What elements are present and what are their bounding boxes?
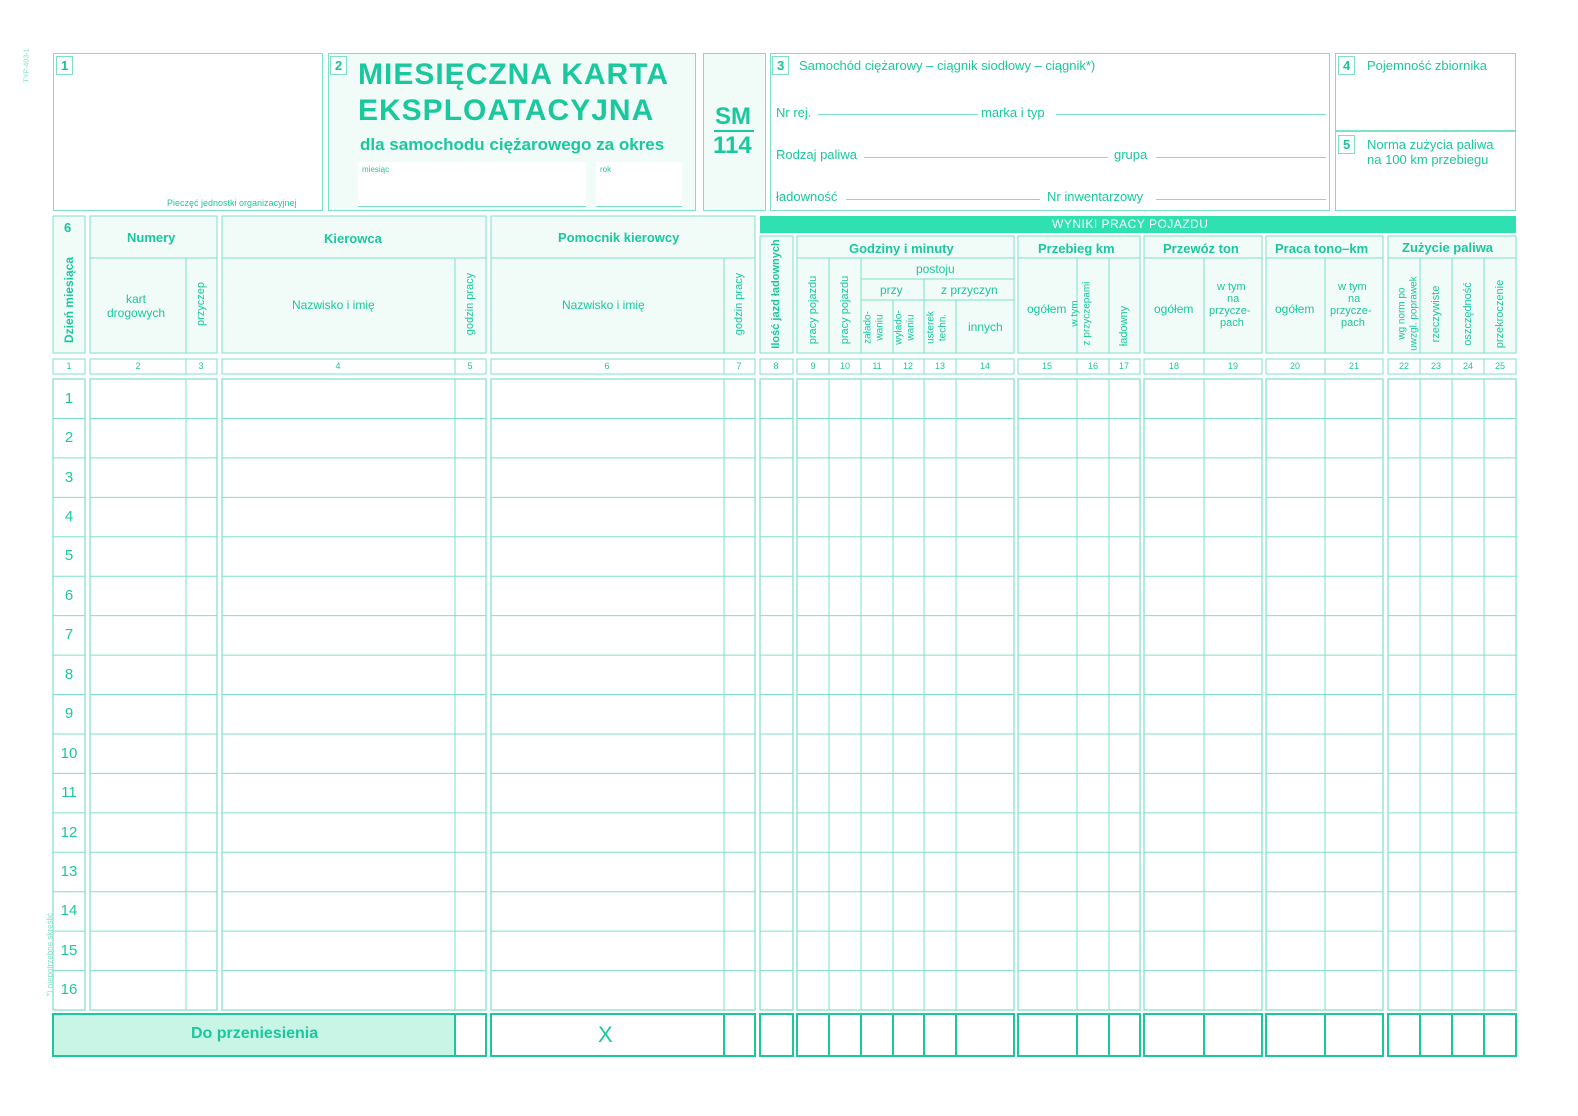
title-line2: EKSPLOATACYJNA bbox=[358, 94, 655, 127]
header-kart-1: kart bbox=[126, 292, 147, 306]
header-ladowny: ładowny bbox=[1118, 305, 1130, 347]
header-wyladowaniu-2: waniu bbox=[905, 314, 917, 341]
header-godziny: Godziny i minuty bbox=[849, 241, 954, 256]
footer-x-mark: X bbox=[598, 1022, 613, 1047]
column-number: 22 bbox=[1398, 361, 1409, 371]
day-number: 5 bbox=[64, 547, 74, 565]
header-zuzycie: Zużycie paliwa bbox=[1402, 240, 1494, 255]
header-przewoz-wtym-1: w tym bbox=[1217, 281, 1246, 293]
column-number: 11 bbox=[872, 361, 882, 371]
header-praca-wtym-1: w tym bbox=[1338, 281, 1367, 293]
day-number: 14 bbox=[60, 902, 78, 920]
sm-code-bottom: 114 bbox=[713, 132, 752, 159]
column-number: 21 bbox=[1348, 361, 1359, 371]
title-line1: MIESIĘCZNA KARTA bbox=[358, 58, 669, 91]
header-numery: Numery bbox=[127, 230, 176, 245]
column-number: 19 bbox=[1227, 361, 1238, 371]
section-3-number: 3 bbox=[772, 56, 789, 75]
norm-label-2: na 100 km przebiegu bbox=[1367, 152, 1489, 167]
column-number: 3 bbox=[198, 361, 204, 371]
column-number: 25 bbox=[1494, 361, 1505, 371]
column-number: 20 bbox=[1289, 361, 1300, 371]
day-number: 9 bbox=[64, 705, 74, 723]
vehicle-title: Samochód ciężarowy – ciągnik siodłowy – ciągnik*) bbox=[799, 58, 1096, 73]
section-4-number: 4 bbox=[1338, 56, 1355, 75]
section-2-number: 2 bbox=[330, 56, 347, 75]
header-pomocnik: Pomocnik kierowcy bbox=[558, 230, 680, 245]
header-praca: Praca tono–km bbox=[1275, 241, 1369, 256]
column-number: 17 bbox=[1118, 361, 1129, 371]
header-przewoz-wtym-2: na bbox=[1227, 293, 1240, 305]
header-zaladowaniu-1: załado- bbox=[862, 311, 874, 344]
sm-code-top: SM bbox=[715, 103, 751, 130]
ladownosc-label: ładowność bbox=[776, 189, 838, 204]
day-number: 10 bbox=[60, 744, 78, 762]
footer-label: Do przeniesienia bbox=[191, 1025, 319, 1042]
day-number: 1 bbox=[64, 389, 74, 407]
header-przebieg-wtym-2: z przyczepami bbox=[1081, 281, 1093, 346]
header-innych: innych bbox=[968, 320, 1003, 334]
header-praca-wtym-2: na bbox=[1348, 293, 1361, 305]
header-ilosc-jazd: Ilość jazd ładownych bbox=[770, 239, 782, 349]
year-label: rok bbox=[600, 165, 612, 174]
header-rzeczywiste: rzeczywiste bbox=[1430, 285, 1442, 343]
column-number: 10 bbox=[839, 361, 850, 371]
header-pracy-pojazdu-2: pracy pojazdu bbox=[839, 275, 851, 345]
day-number: 8 bbox=[64, 665, 74, 683]
day-number: 7 bbox=[64, 626, 74, 644]
header-usterek-1: usterek bbox=[925, 311, 937, 344]
header-dzien: Dzień miesiąca bbox=[62, 256, 76, 344]
header-przy: przy bbox=[880, 283, 903, 297]
norm-label-1: Norma zużycia paliwa bbox=[1367, 137, 1494, 152]
section-6-number: 6 bbox=[64, 220, 72, 235]
column-number: 2 bbox=[135, 361, 141, 371]
header-przewoz-wtym-4: pach bbox=[1220, 317, 1244, 329]
header-przebieg-ogolem: ogółem bbox=[1027, 302, 1067, 316]
nr-rej-label: Nr rej. bbox=[776, 105, 812, 120]
column-number: 14 bbox=[979, 361, 990, 371]
header-godzin-pomocnik: godzin pracy bbox=[733, 272, 745, 336]
month-label: miesiąc bbox=[362, 165, 390, 174]
header-postoju: postoju bbox=[916, 262, 955, 276]
subtitle: dla samochodu ciężarowego za okres bbox=[360, 135, 665, 154]
column-number: 13 bbox=[934, 361, 945, 371]
header-nazwisko-pomocnik: Nazwisko i imię bbox=[562, 298, 645, 312]
header-przebieg: Przebieg km bbox=[1038, 241, 1115, 256]
column-number: 1 bbox=[66, 361, 72, 371]
header-pracy-pojazdu-1: pracy pojazdu bbox=[807, 275, 819, 345]
column-number: 12 bbox=[902, 361, 913, 371]
header-przyczep: przyczep bbox=[195, 281, 207, 327]
header-przewoz: Przewóz ton bbox=[1163, 241, 1239, 256]
header-usterek-2: techn. bbox=[937, 313, 949, 342]
header-praca-wtym-4: pach bbox=[1341, 317, 1365, 329]
tank-label: Pojemność zbiornika bbox=[1367, 58, 1487, 73]
day-number: 11 bbox=[61, 784, 77, 802]
header-z-przyczyn: z przyczyn bbox=[941, 283, 998, 297]
wyniki-header: WYNIKI PRACY POJAZDU bbox=[1052, 217, 1209, 231]
section-1-number: 1 bbox=[56, 56, 73, 75]
stamp-label: Pieczęć jednostki organizacyjnej bbox=[167, 198, 297, 208]
column-number: 16 bbox=[1087, 361, 1098, 371]
header-przewoz-ogolem: ogółem bbox=[1154, 302, 1194, 316]
section-5-number: 5 bbox=[1338, 135, 1355, 154]
day-number: 15 bbox=[60, 941, 78, 959]
grupa-label: grupa bbox=[1114, 147, 1148, 162]
column-number: 5 bbox=[467, 361, 473, 371]
column-number: 6 bbox=[604, 361, 610, 371]
column-number: 24 bbox=[1462, 361, 1473, 371]
header-zaladowaniu-2: waniu bbox=[874, 314, 886, 341]
column-number: 9 bbox=[810, 361, 816, 371]
day-number: 6 bbox=[64, 586, 74, 604]
header-nazwisko-kierowca: Nazwisko i imię bbox=[292, 298, 375, 312]
side-note: *) niepotrzebne skreślić bbox=[45, 912, 55, 997]
header-wg-norm-1: wg norm po bbox=[1396, 287, 1408, 340]
header-wg-norm-2: uwzgl. poprawek bbox=[1408, 276, 1420, 351]
column-number: 8 bbox=[773, 361, 779, 371]
header-kart-2: drogowych bbox=[107, 306, 166, 320]
day-number: 12 bbox=[60, 823, 78, 841]
header-praca-ogolem: ogółem bbox=[1275, 302, 1315, 316]
column-number: 15 bbox=[1041, 361, 1052, 371]
column-number: 7 bbox=[736, 361, 742, 371]
column-number: 18 bbox=[1168, 361, 1179, 371]
day-number: 3 bbox=[64, 468, 74, 486]
column-number: 23 bbox=[1430, 361, 1441, 371]
header-praca-wtym-3: przycze- bbox=[1330, 305, 1372, 317]
header-kierowca: Kierowca bbox=[324, 231, 382, 246]
header-godzin-kierowca: godzin pracy bbox=[464, 272, 476, 336]
day-number: 16 bbox=[60, 981, 78, 999]
header-przewoz-wtym-3: przycze- bbox=[1209, 305, 1251, 317]
header-przekroczenie: przekroczenie bbox=[1494, 279, 1506, 349]
day-number: 13 bbox=[60, 862, 78, 880]
marka-label: marka i typ bbox=[981, 105, 1045, 120]
rodzaj-paliwa-label: Rodzaj paliwa bbox=[776, 147, 857, 162]
nr-inw-label: Nr inwentarzowy bbox=[1047, 189, 1144, 204]
day-number: 2 bbox=[64, 429, 74, 447]
header-przebieg-wtym-1: w tym bbox=[1069, 300, 1081, 327]
column-number: 4 bbox=[335, 361, 341, 371]
header-wyladowaniu-1: wyłado- bbox=[893, 310, 905, 345]
header-oszczednosc: oszczędność bbox=[1462, 282, 1474, 346]
form-code: TYP-403-1 bbox=[23, 48, 31, 83]
day-number: 4 bbox=[64, 508, 74, 526]
